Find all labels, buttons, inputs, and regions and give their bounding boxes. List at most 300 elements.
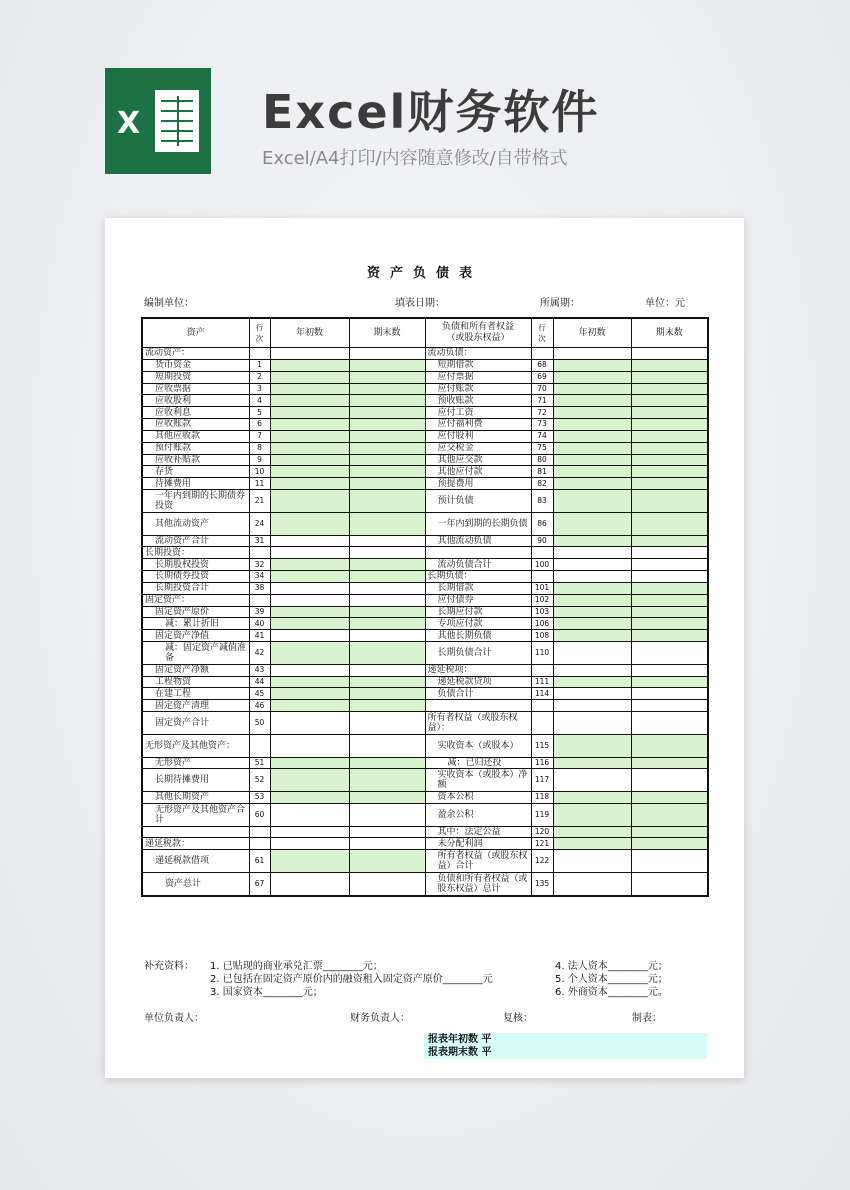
asset-begin-cell[interactable] — [270, 606, 349, 618]
asset-end-cell[interactable] — [349, 490, 425, 513]
table-row — [142, 512, 708, 535]
asset-line-no: 61 — [249, 850, 270, 873]
liability-begin-cell[interactable] — [553, 407, 631, 419]
liability-end-cell[interactable] — [631, 676, 708, 688]
table-row — [142, 430, 708, 442]
asset-line-no: 6 — [249, 419, 270, 431]
liability-line-no: 69 — [531, 371, 553, 383]
asset-item-label: 资产总计 — [142, 872, 249, 895]
liability-end-cell[interactable] — [631, 757, 708, 769]
asset-begin-cell[interactable] — [270, 792, 349, 804]
asset-line-no: 24 — [249, 512, 270, 535]
asset-end-cell[interactable] — [349, 676, 425, 688]
asset-begin-cell[interactable] — [270, 395, 349, 407]
asset-end-cell[interactable] — [349, 407, 425, 419]
asset-end-cell[interactable] — [349, 512, 425, 535]
asset-begin-cell[interactable] — [270, 359, 349, 371]
table-row — [142, 547, 708, 559]
asset-begin-cell[interactable] — [270, 371, 349, 383]
liability-item-label: 递延税款贷项 — [425, 676, 531, 688]
liability-end-cell[interactable] — [631, 454, 708, 466]
balance-sheet-table — [141, 317, 709, 897]
asset-end-cell[interactable] — [349, 618, 425, 630]
asset-item-label: 固定资产清理 — [142, 700, 249, 712]
liability-line-no: 74 — [531, 430, 553, 442]
liability-end-cell[interactable] — [631, 872, 708, 895]
liability-end-cell[interactable] — [631, 442, 708, 454]
table-row — [142, 466, 708, 478]
liability-line-no: 72 — [531, 407, 553, 419]
liability-item-label: 减：已归还投 — [425, 757, 531, 769]
liability-item-label: 所有者权益（或股东权益）合计 — [425, 850, 531, 873]
liability-end-cell[interactable] — [631, 630, 708, 642]
asset-begin-cell[interactable] — [270, 559, 349, 571]
liability-end-cell[interactable] — [631, 371, 708, 383]
col-liabilities: 负债和所有者权益 （或股东权益） — [425, 318, 531, 348]
liability-item-label: 其中：法定公益 — [425, 826, 531, 838]
asset-end-cell[interactable] — [349, 838, 425, 850]
table-row — [142, 642, 708, 665]
check-end: 报表期末数 平 — [428, 1047, 492, 1058]
asset-line-no: 11 — [249, 478, 270, 490]
asset-end-cell[interactable] — [349, 792, 425, 804]
asset-begin-cell[interactable] — [270, 594, 349, 606]
asset-end-cell[interactable] — [349, 642, 425, 665]
asset-item-label: 存货 — [142, 466, 249, 478]
liability-end-cell[interactable] — [631, 792, 708, 804]
liability-end-cell[interactable] — [631, 478, 708, 490]
asset-end-cell[interactable] — [349, 395, 425, 407]
asset-item-label: 递延税款借项 — [142, 850, 249, 873]
asset-end-cell[interactable] — [349, 688, 425, 700]
col-end-left: 期末数 — [349, 318, 425, 348]
liability-item-label: 预收账款 — [425, 395, 531, 407]
liability-end-cell[interactable] — [631, 594, 708, 606]
asset-line-no: 32 — [249, 559, 270, 571]
asset-end-cell[interactable] — [349, 571, 425, 583]
asset-line-no: 8 — [249, 442, 270, 454]
liability-line-no: 86 — [531, 512, 553, 535]
asset-line-no — [249, 826, 270, 838]
liability-line-no: 101 — [531, 582, 553, 594]
liability-end-cell[interactable] — [631, 395, 708, 407]
liability-line-no: 103 — [531, 606, 553, 618]
asset-begin-cell[interactable] — [270, 676, 349, 688]
table-row — [142, 676, 708, 688]
asset-begin-cell[interactable] — [270, 419, 349, 431]
table-row — [142, 571, 708, 583]
asset-end-cell[interactable] — [349, 383, 425, 395]
liability-line-no: 115 — [531, 734, 553, 757]
liability-begin-cell[interactable] — [553, 559, 631, 571]
liability-end-cell[interactable] — [631, 383, 708, 395]
liability-begin-cell[interactable] — [553, 826, 631, 838]
liability-begin-cell[interactable] — [553, 442, 631, 454]
liability-item-label — [425, 700, 531, 712]
asset-begin-cell[interactable] — [270, 769, 349, 792]
liability-begin-cell[interactable] — [553, 582, 631, 594]
asset-item-label: 固定资产： — [142, 594, 249, 606]
asset-end-cell[interactable] — [349, 466, 425, 478]
liability-end-cell[interactable] — [631, 712, 708, 735]
asset-item-label: 长期待摊费用 — [142, 769, 249, 792]
liability-begin-cell[interactable] — [553, 359, 631, 371]
liability-begin-cell[interactable] — [553, 803, 631, 826]
table-row — [142, 769, 708, 792]
asset-begin-cell[interactable] — [270, 490, 349, 513]
col-line-right: 行 次 — [531, 318, 553, 348]
liability-begin-cell[interactable] — [553, 395, 631, 407]
liability-item-label: 递延税项： — [425, 664, 531, 676]
asset-item-label: 应收票据 — [142, 383, 249, 395]
asset-begin-cell[interactable] — [270, 803, 349, 826]
liability-end-cell[interactable] — [631, 559, 708, 571]
liability-line-no — [531, 547, 553, 559]
table-row — [142, 490, 708, 513]
liability-begin-cell[interactable] — [553, 371, 631, 383]
liability-line-no: 81 — [531, 466, 553, 478]
table-row — [142, 872, 708, 895]
asset-end-cell[interactable] — [349, 630, 425, 642]
liability-line-no — [531, 700, 553, 712]
liability-item-label: 其他应交款 — [425, 454, 531, 466]
liability-item-label: 应付福利费 — [425, 419, 531, 431]
table-row — [142, 838, 708, 850]
notes-label: 补充资料： — [144, 961, 194, 972]
header-currency: 单位：元 — [645, 298, 685, 309]
liability-begin-cell[interactable] — [553, 430, 631, 442]
col-assets: 资产 — [142, 318, 249, 348]
note-3: 3. 国家资本________元； — [210, 987, 323, 998]
liability-begin-cell[interactable] — [553, 838, 631, 850]
liability-item-label: 专项应付款 — [425, 618, 531, 630]
table-row — [142, 792, 708, 804]
asset-begin-cell[interactable] — [270, 826, 349, 838]
asset-item-label: 无形资产及其他资产： — [142, 734, 249, 757]
asset-end-cell[interactable] — [349, 826, 425, 838]
liability-begin-cell[interactable] — [553, 850, 631, 873]
asset-line-no: 43 — [249, 664, 270, 676]
asset-item-label: 短期投资 — [142, 371, 249, 383]
asset-end-cell[interactable] — [349, 757, 425, 769]
asset-begin-cell[interactable] — [270, 383, 349, 395]
liability-begin-cell[interactable] — [553, 606, 631, 618]
liability-item-label: 预计负债 — [425, 490, 531, 513]
liability-end-cell[interactable] — [631, 419, 708, 431]
asset-begin-cell[interactable] — [270, 688, 349, 700]
brand-title: Excel财务软件 — [262, 85, 600, 139]
asset-end-cell[interactable] — [349, 712, 425, 735]
asset-begin-cell[interactable] — [270, 712, 349, 735]
asset-begin-cell[interactable] — [270, 571, 349, 583]
asset-line-no: 5 — [249, 407, 270, 419]
asset-item-label: 长期债券投资 — [142, 571, 249, 583]
asset-end-cell[interactable] — [349, 478, 425, 490]
asset-end-cell[interactable] — [349, 454, 425, 466]
liability-begin-cell[interactable] — [553, 571, 631, 583]
asset-line-no: 45 — [249, 688, 270, 700]
excel-logo-icon — [105, 68, 211, 174]
liability-begin-cell[interactable] — [553, 478, 631, 490]
liability-line-no: 80 — [531, 454, 553, 466]
asset-line-no: 50 — [249, 712, 270, 735]
table-row — [142, 359, 708, 371]
liability-end-cell[interactable] — [631, 606, 708, 618]
liability-end-cell[interactable] — [631, 512, 708, 535]
liability-line-no: 68 — [531, 359, 553, 371]
asset-begin-cell[interactable] — [270, 700, 349, 712]
liability-begin-cell[interactable] — [553, 535, 631, 547]
liability-line-no: 110 — [531, 642, 553, 665]
liability-end-cell[interactable] — [631, 664, 708, 676]
asset-end-cell[interactable] — [349, 547, 425, 559]
liability-begin-cell[interactable] — [553, 769, 631, 792]
asset-item-label: 在建工程 — [142, 688, 249, 700]
asset-begin-cell[interactable] — [270, 466, 349, 478]
liability-end-cell[interactable] — [631, 734, 708, 757]
asset-begin-cell[interactable] — [270, 664, 349, 676]
asset-begin-cell[interactable] — [270, 872, 349, 895]
liability-line-no: 121 — [531, 838, 553, 850]
liability-begin-cell[interactable] — [553, 383, 631, 395]
asset-begin-cell[interactable] — [270, 348, 349, 360]
liability-line-no: 100 — [531, 559, 553, 571]
liability-line-no: 75 — [531, 442, 553, 454]
asset-line-no: 44 — [249, 676, 270, 688]
table-row — [142, 700, 708, 712]
liability-begin-cell[interactable] — [553, 676, 631, 688]
asset-end-cell[interactable] — [349, 582, 425, 594]
asset-end-cell[interactable] — [349, 442, 425, 454]
liability-begin-cell[interactable] — [553, 490, 631, 513]
asset-item-label: 减：累计折旧 — [142, 618, 249, 630]
table-row — [142, 618, 708, 630]
liability-end-cell[interactable] — [631, 850, 708, 873]
liability-end-cell[interactable] — [631, 700, 708, 712]
liability-begin-cell[interactable] — [553, 454, 631, 466]
asset-begin-cell[interactable] — [270, 535, 349, 547]
liability-end-cell[interactable] — [631, 618, 708, 630]
asset-line-no — [249, 348, 270, 360]
liability-end-cell[interactable] — [631, 803, 708, 826]
liability-item-label: 流动负债合计 — [425, 559, 531, 571]
asset-item-label: 应收补贴款 — [142, 454, 249, 466]
asset-begin-cell[interactable] — [270, 454, 349, 466]
asset-end-cell[interactable] — [349, 872, 425, 895]
asset-item-label: 减：固定资产减值准备 — [142, 642, 249, 665]
liability-end-cell[interactable] — [631, 582, 708, 594]
liability-begin-cell[interactable] — [553, 466, 631, 478]
liability-end-cell[interactable] — [631, 466, 708, 478]
asset-end-cell[interactable] — [349, 359, 425, 371]
liability-begin-cell[interactable] — [553, 734, 631, 757]
liability-end-cell[interactable] — [631, 769, 708, 792]
liability-item-label: 盈余公积 — [425, 803, 531, 826]
asset-item-label: 长期投资： — [142, 547, 249, 559]
note-4: 4. 法人资本________元； — [555, 961, 668, 972]
table-row — [142, 826, 708, 838]
liability-end-cell[interactable] — [631, 547, 708, 559]
asset-line-no: 46 — [249, 700, 270, 712]
liability-line-no: 118 — [531, 792, 553, 804]
liability-begin-cell[interactable] — [553, 618, 631, 630]
logo-letter: X — [117, 106, 141, 141]
table-row — [142, 582, 708, 594]
table-row — [142, 850, 708, 873]
asset-item-label: 递延税款： — [142, 838, 249, 850]
liability-begin-cell[interactable] — [553, 700, 631, 712]
table-row — [142, 803, 708, 826]
liability-line-no — [531, 571, 553, 583]
asset-line-no: 60 — [249, 803, 270, 826]
liability-begin-cell[interactable] — [553, 688, 631, 700]
liability-begin-cell[interactable] — [553, 872, 631, 895]
asset-begin-cell[interactable] — [270, 642, 349, 665]
liability-item-label: 未分配利润 — [425, 838, 531, 850]
asset-line-no: 53 — [249, 792, 270, 804]
asset-end-cell[interactable] — [349, 850, 425, 873]
liability-begin-cell[interactable] — [553, 512, 631, 535]
col-begin-left: 年初数 — [270, 318, 349, 348]
liability-line-no: 122 — [531, 850, 553, 873]
liability-end-cell[interactable] — [631, 838, 708, 850]
asset-line-no: 40 — [249, 618, 270, 630]
liability-begin-cell[interactable] — [553, 792, 631, 804]
asset-line-no: 52 — [249, 769, 270, 792]
asset-item-label: 应收利息 — [142, 407, 249, 419]
liability-item-label: 预提费用 — [425, 478, 531, 490]
liability-begin-cell[interactable] — [553, 664, 631, 676]
asset-begin-cell[interactable] — [270, 630, 349, 642]
asset-begin-cell[interactable] — [270, 757, 349, 769]
liability-end-cell[interactable] — [631, 688, 708, 700]
liability-end-cell[interactable] — [631, 642, 708, 665]
table-row — [142, 559, 708, 571]
asset-line-no: 67 — [249, 872, 270, 895]
table-header-row — [142, 318, 708, 348]
asset-end-cell[interactable] — [349, 803, 425, 826]
asset-item-label: 其他长期资产 — [142, 792, 249, 804]
table-row — [142, 535, 708, 547]
liability-end-cell[interactable] — [631, 348, 708, 360]
asset-end-cell[interactable] — [349, 419, 425, 431]
asset-end-cell[interactable] — [349, 535, 425, 547]
document-page — [105, 218, 744, 1078]
table-row — [142, 348, 708, 360]
liability-begin-cell[interactable] — [553, 594, 631, 606]
asset-begin-cell[interactable] — [270, 430, 349, 442]
table-row — [142, 478, 708, 490]
liability-item-label: 长期负债合计 — [425, 642, 531, 665]
liability-item-label: 应付账款 — [425, 383, 531, 395]
asset-end-cell[interactable] — [349, 606, 425, 618]
liability-item-label: 长期负债： — [425, 571, 531, 583]
asset-line-no: 10 — [249, 466, 270, 478]
asset-item-label: 固定资产净额 — [142, 664, 249, 676]
liability-line-no: 114 — [531, 688, 553, 700]
liability-end-cell[interactable] — [631, 826, 708, 838]
asset-end-cell[interactable] — [349, 371, 425, 383]
asset-begin-cell[interactable] — [270, 838, 349, 850]
asset-item-label: 货币资金 — [142, 359, 249, 371]
table-row — [142, 371, 708, 383]
balance-check-box — [424, 1033, 707, 1059]
table-row — [142, 712, 708, 735]
liability-begin-cell[interactable] — [553, 348, 631, 360]
liability-begin-cell[interactable] — [553, 547, 631, 559]
asset-end-cell[interactable] — [349, 594, 425, 606]
check-begin: 报表年初数 平 — [428, 1034, 492, 1045]
table-row — [142, 664, 708, 676]
liability-line-no — [531, 348, 553, 360]
header-date: 填表日期： — [395, 298, 445, 309]
liability-end-cell[interactable] — [631, 407, 708, 419]
asset-begin-cell[interactable] — [270, 512, 349, 535]
asset-end-cell[interactable] — [349, 348, 425, 360]
liability-line-no: 120 — [531, 826, 553, 838]
asset-begin-cell[interactable] — [270, 850, 349, 873]
asset-line-no: 2 — [249, 371, 270, 383]
asset-end-cell[interactable] — [349, 769, 425, 792]
brand-subtitle: Excel/A4打印/内容随意修改/自带格式 — [262, 148, 568, 169]
asset-end-cell[interactable] — [349, 700, 425, 712]
liability-item-label: 所有者权益（或股东权益）： — [425, 712, 531, 735]
asset-line-no: 51 — [249, 757, 270, 769]
asset-line-no: 9 — [249, 454, 270, 466]
liability-line-no: 82 — [531, 478, 553, 490]
liability-end-cell[interactable] — [631, 535, 708, 547]
liability-end-cell[interactable] — [631, 490, 708, 513]
liability-begin-cell[interactable] — [553, 642, 631, 665]
liability-item-label: 负债合计 — [425, 688, 531, 700]
asset-end-cell[interactable] — [349, 430, 425, 442]
liability-end-cell[interactable] — [631, 430, 708, 442]
liability-item-label: 实收资本（或股本）净额 — [425, 769, 531, 792]
asset-line-no: 41 — [249, 630, 270, 642]
asset-begin-cell[interactable] — [270, 478, 349, 490]
asset-line-no: 31 — [249, 535, 270, 547]
liability-begin-cell[interactable] — [553, 712, 631, 735]
table-row — [142, 606, 708, 618]
asset-end-cell[interactable] — [349, 734, 425, 757]
asset-begin-cell[interactable] — [270, 547, 349, 559]
asset-item-label: 工程物资 — [142, 676, 249, 688]
liability-end-cell[interactable] — [631, 359, 708, 371]
signature-reviewer: 复核： — [503, 1013, 533, 1024]
asset-begin-cell[interactable] — [270, 582, 349, 594]
liability-item-label: 负债和所有者权益（或股东权益）总计 — [425, 872, 531, 895]
asset-item-label: 长期投资合计 — [142, 582, 249, 594]
asset-item-label: 应收股利 — [142, 395, 249, 407]
note-6: 6. 外商资本________元。 — [555, 987, 668, 998]
asset-line-no — [249, 838, 270, 850]
asset-begin-cell[interactable] — [270, 407, 349, 419]
liability-begin-cell[interactable] — [553, 757, 631, 769]
asset-item-label: 预付账款 — [142, 442, 249, 454]
asset-item-label — [142, 826, 249, 838]
asset-line-no: 4 — [249, 395, 270, 407]
asset-begin-cell[interactable] — [270, 618, 349, 630]
asset-begin-cell[interactable] — [270, 734, 349, 757]
asset-end-cell[interactable] — [349, 559, 425, 571]
liability-begin-cell[interactable] — [553, 630, 631, 642]
table-row — [142, 594, 708, 606]
asset-end-cell[interactable] — [349, 664, 425, 676]
asset-begin-cell[interactable] — [270, 442, 349, 454]
liability-begin-cell[interactable] — [553, 419, 631, 431]
liability-end-cell[interactable] — [631, 571, 708, 583]
asset-line-no: 7 — [249, 430, 270, 442]
